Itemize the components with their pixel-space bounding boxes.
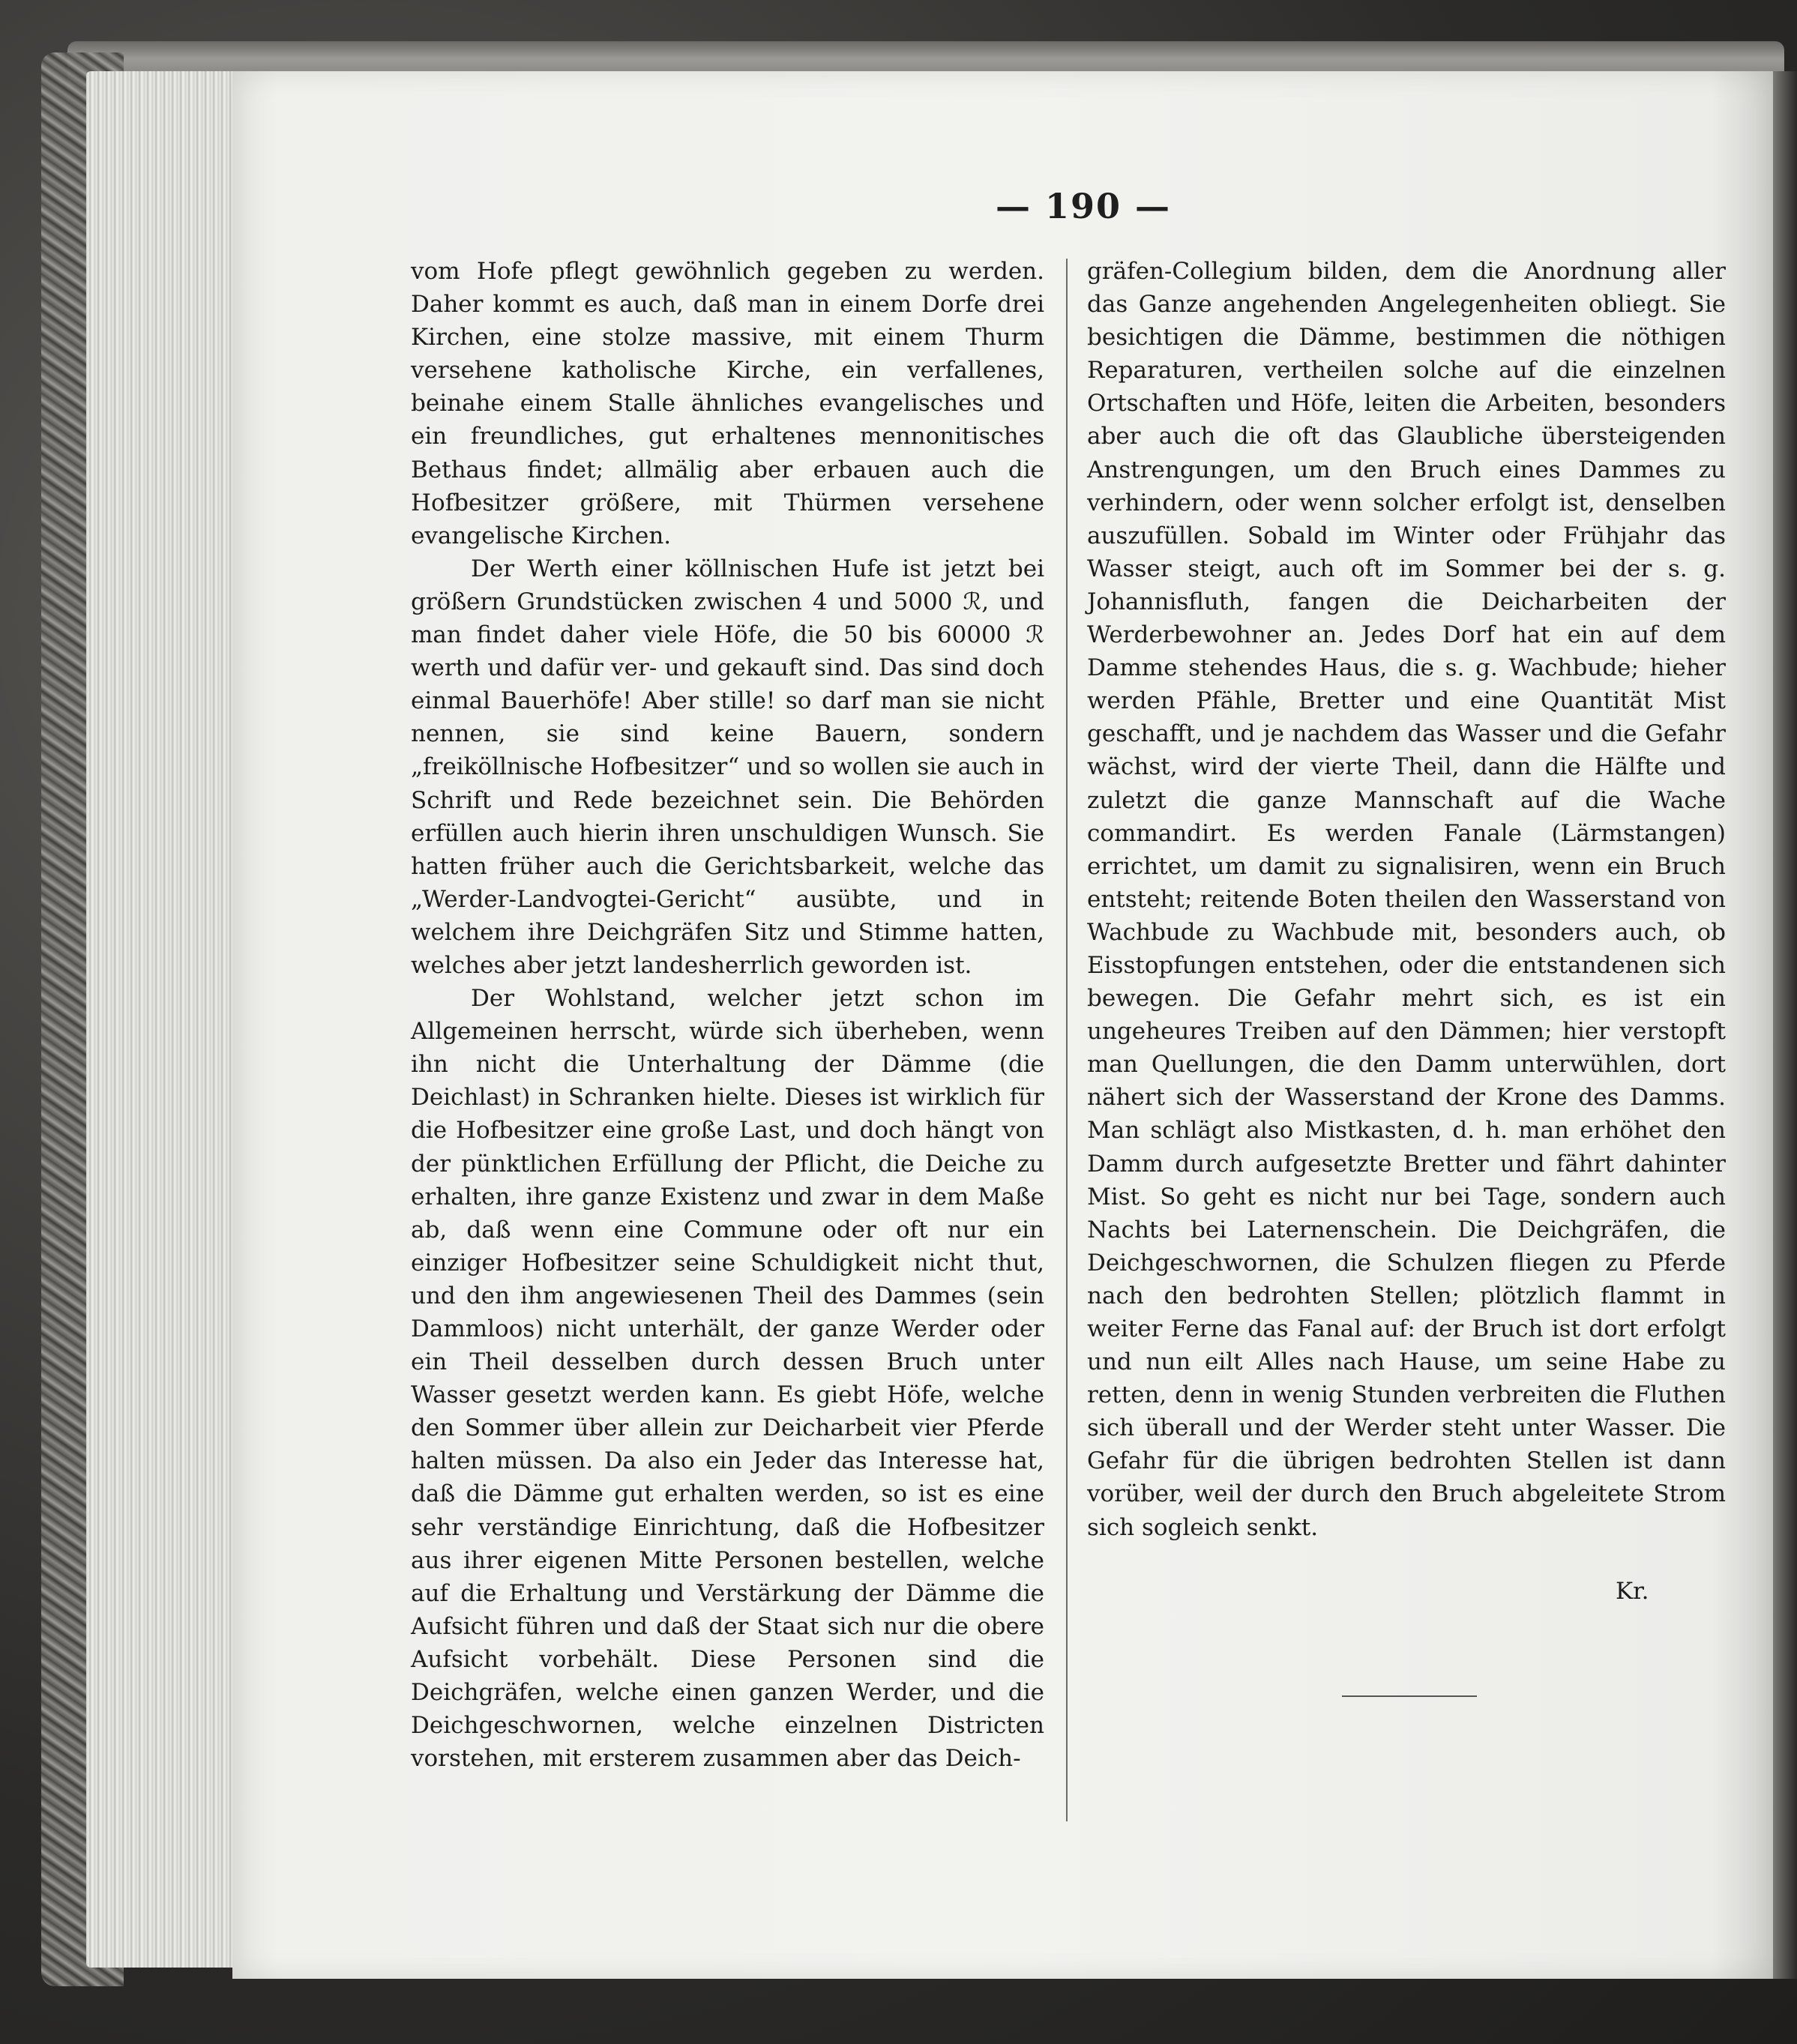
paragraph: vom Hofe pflegt gewöhnlich gegeben zu werden. Daher kommt es auch, daß man in einem Dorfe drei Kirchen, eine stolze massive, mit einem Thurm versehene katholische Kirche, ein verfallenes, beinahe einem Stalle ähnliches evangelisches und ein freundliches, gut erhaltenes mennonitisches Bethaus findet; allmälig aber erbauen auch die Hofbesitzer größere, mit Thürmen versehene evangelische Kirchen. bbox=[411, 258, 1044, 549]
author-signature: Kr. bbox=[1616, 1578, 1649, 1605]
text-column-left bbox=[411, 255, 1044, 1775]
column-divider bbox=[1066, 259, 1068, 1821]
paragraph: gräfen-Collegium bilden, dem die Anordnung aller das Ganze angehenden Angelegenheiten obliegt. Sie besichtigen die Dämme, bestimmen die nöthigen Reparaturen, vertheilen solche auf die einzelnen Ortschaften und Höfe, leiten die Arbeiten, besonders aber auch die oft das Glaubliche übersteigenden Anstrengungen, um den Bruch eines Dammes zu verhindern, oder wenn solcher erfolgt ist, denselben auszufüllen. Sobald im Winter oder Frühjahr das Wasser steigt, auch oft im Sommer bei der s. g. Johannisfluth, fangen die Deicharbeiten der Werderbewohner an. Jedes Dorf hat ein auf dem Damme stehendes Haus, die s. g. Wachbude; hieher werden Pfähle, Bretter und eine Quantität Mist geschafft, und je nachdem das Wasser und die Gefahr wächst, wird der vierte Theil, dann die Hälfte und zuletzt die ganze Mannschaft auf die Wache commandirt. Es werden Fanale (Lärmstangen) errichtet, um damit zu signalisiren, wenn ein Bruch entsteht; reitende Boten theilen den Wasserstand von Wachbude zu Wachbude mit, besonders auch, ob Eisstopfungen entstehen, oder die entstandenen sich bewegen. Die Gefahr mehrt sich, es ist ein ungeheures Treiben auf den Dämmen; hier verstopft man Quellungen, die den Damm unterwühlen, dort nähert sich der Wasserstand der Krone des Damms. Man schlägt also Mistkasten, d. h. man erhöhet den Damm durch aufgesetzte Bretter und fährt dahinter Mist. So geht es nicht nur bei Tage, sondern auch Nachts bei Laternenschein. Die Deichgräfen, die Deichgeschwornen, die Schulzen fliegen zu Pferde nach den bedrohten Stellen; plötzlich flammt in weiter Ferne das Fanal auf: der Bruch ist dort erfolgt und nun eilt Alles nach Hause, um seine Habe zu retten, denn in wenig Stunden verbreiten die Fluthen sich überall und der Werder steht unter Wasser. Die Gefahr für die übrigen bedrohten Stellen ist dann vorüber, weil der durch den Bruch abgeleitete Strom sich sogleich senkt. bbox=[1087, 258, 1726, 1541]
paragraph: Der Werth einer köllnischen Hufe ist jetzt bei größern Grundstücken zwischen 4 und 5000 ℛ, und man findet daher viele Höfe, die 50 bis 60000 ℛ werth und dafür ver- und gekauft sind. Das sind doch einmal Bauerhöfe! Aber stille! so darf man sie nicht nennen, sie sind keine Bauern, sondern „freiköllnische Hofbesitzer“ und so wollen sie auch in Schrift und Rede bezeichnet sein. Die Behörden erfüllen auch hierin ihren unschuldigen Wunsch. Sie hatten früher auch die Gerichtsbarkeit, welche das „Werder-Landvogtei-Gericht“ ausübte, und in welchem ihre Deichgräfen Sitz und Stimme hatten, welches aber jetzt landesherrlich geworden ist. bbox=[411, 555, 1044, 979]
text-column-right bbox=[1087, 255, 1726, 1544]
end-rule bbox=[1342, 1695, 1477, 1697]
paragraph: Der Wohlstand, welcher jetzt schon im Allgemeinen herrscht, würde sich überheben, wenn ihn nicht die Unterhaltung der Dämme (die Deichlast) in Schranken hielte. Dieses ist wirklich für die Hofbesitzer eine große Last, und doch hängt von der pünktlichen Erfüllung der Pflicht, die Deiche zu erhalten, ihre ganze Existenz und zwar in dem Maße ab, daß wenn eine Commune oder oft nur ein einziger Hofbesitzer seine Schuldigkeit nicht thut, und den ihm angewiesenen Theil des Dammes (sein Dammloos) nicht unterhält, der ganze Werder oder ein Theil desselben durch dessen Bruch unter Wasser gesetzt werden kann. Es giebt Höfe, welche den Sommer über allein zur Deicharbeit vier Pferde halten müssen. Da also ein Jeder das Interesse hat, daß die Dämme gut erhalten werden, so ist es eine sehr verständige Einrichtung, daß die Hofbesitzer aus ihrer eigenen Mitte Personen bestellen, welche auf die Erhaltung und Verstärkung der Dämme die Aufsicht führen und daß der Staat sich nur die obere Aufsicht vorbehält. Diese Personen sind die Deichgräfen, welche einen ganzen Werder, und die Deichgeschwornen, welche einzelnen Districten vorstehen, mit ersterem zusammen aber das Deich- bbox=[411, 985, 1044, 1773]
page-stack-edges bbox=[86, 71, 251, 1968]
page-gutter-shadow bbox=[1773, 71, 1797, 1979]
page-number: — 190 — bbox=[995, 186, 1172, 226]
